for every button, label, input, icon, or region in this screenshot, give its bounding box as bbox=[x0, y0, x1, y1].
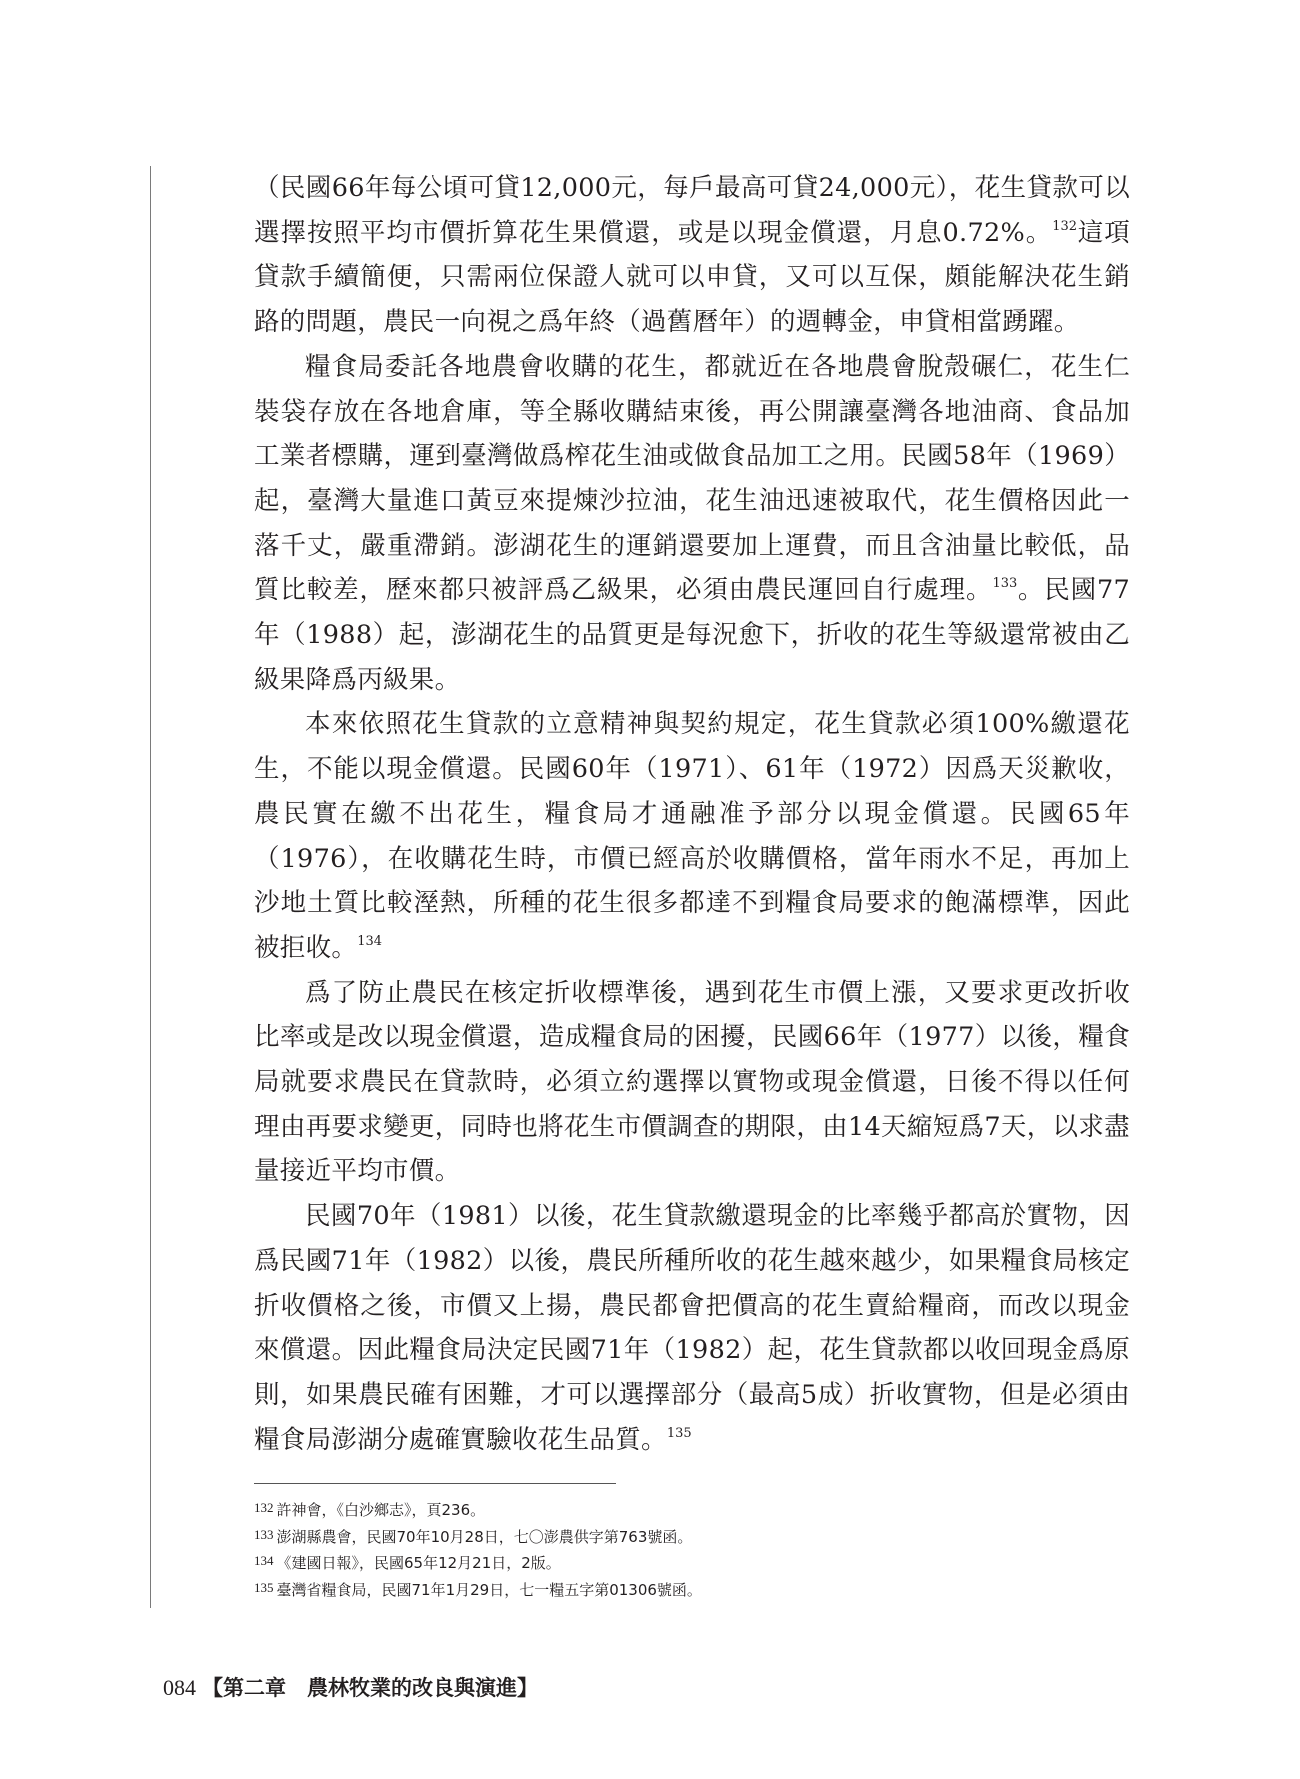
page-number: 084 bbox=[163, 1675, 196, 1700]
paragraph-3: 本來依照花生貸款的立意精神與契約規定，花生貸款必須100%繳還花生，不能以現金償還。民國60年（1971）、61年（1972）因爲天災歉收，農民實在繳不出花生，糧食局才通融准予部分以現金償還。民國65年（1976），在收購花生時，市價已經高於收購價格，當年雨水不足，再加上沙地土質比較溼熱，所種的花生很多都達不到糧食局要求的飽滿標準，因此被拒收。$^{134}$ bbox=[254, 709, 1130, 963]
footnote-text: 許神會，《白沙鄉志》，頁236。 bbox=[276, 1501, 486, 1519]
footnotes bbox=[254, 1496, 1074, 1602]
footnote-text: 《建國日報》，民國65年12月21日，2版。 bbox=[276, 1554, 561, 1572]
footnote-divider bbox=[254, 1483, 616, 1484]
footnote-text: 澎湖縣農會，民國70年10月28日，七〇澎農供字第763號函。 bbox=[276, 1527, 693, 1546]
footnote-ref-133[interactable]: 133 bbox=[992, 576, 1018, 592]
paragraph-5: 民國70年（1981）以後，花生貸款繳還現金的比率幾乎都高於實物，因爲民國71年（1982）以後，農民所種所收的花生越來越少，如果糧食局核定折收價格之後，市價又上揚，農民都會把價高的花生賣給糧商，而改以現金來償還。因此糧食局決定民國71年（1982）起，花生貸款都以收回現金爲原則，如果農民確有困難，才可以選擇部分（最高5成）折收實物，但是必須由糧食局澎湖分處確實驗收花生品質。$^{135}$ bbox=[254, 1201, 1130, 1455]
footnote-text: 臺灣省糧食局，民國71年1月29日，七一糧五字第01306號函。 bbox=[276, 1580, 702, 1599]
paragraph-2: 糧食局委託各地農會收購的花生，都就近在各地農會脫殼碾仁，花生仁裝袋存放在各地倉庫，等全縣收購結束後，再公開讓臺灣各地油商、食品加工業者標購，運到臺灣做爲榨花生油或做食品加工之用。民國58年（1969）起，臺灣大量進口黃豆來提煉沙拉油，花生油迅速被取代，花生價格因此一落千丈，嚴重滯銷。澎湖花生的運銷還要加上運費，而且含油量比較低，品質比較差，歷來都只被評爲乙級果，必須由農民運回自行處理。$^{133}$。民國77年（1988）起，澎湖花生的品質更是每況愈下，折收的花生等級還常被由乙級果降爲丙級果。 bbox=[254, 351, 1131, 695]
paragraph-1: （民國66年每公頃可貸12,000元，每戶最高可貸24,000元），花生貸款可以選擇按照平均市價折算花生果償還，或是以現金償還，月息0.72%。$^{132}$這項貸款手續簡便，只需兩位保證人就可以申貸，又可以互保，頗能解決花生銷路的問題，農民一向視之爲年終（過舊曆年）的週轉金，申貸相當踴躍。 bbox=[254, 173, 1130, 338]
footnote-134 bbox=[254, 1549, 1074, 1576]
footnote-number: 135 bbox=[254, 1579, 274, 1595]
footnote-135 bbox=[254, 1576, 1074, 1603]
chapter-title: 【第二章 農林牧業的改良與演進】 bbox=[202, 1675, 538, 1700]
paragraph-4: 爲了防止農民在核定折收標準後，遇到花生市價上漲，又要求更改折收比率或是改以現金償還，造成糧食局的困擾，民國66年（1977）以後，糧食局就要求農民在貸款時，必須立約選擇以實物或現金償還，日後不得以任何理由再要求變更，同時也將花生市價調查的期限，由14天縮短爲7天，以求盡量接近平均市價。 bbox=[254, 977, 1130, 1187]
footnote-133 bbox=[254, 1523, 1074, 1550]
footnote-ref-132[interactable]: 132 bbox=[1052, 218, 1078, 234]
footnote-132 bbox=[254, 1496, 1074, 1523]
footnote-number: 133 bbox=[254, 1526, 274, 1542]
page-footer bbox=[163, 1672, 538, 1702]
body-text bbox=[254, 166, 1130, 1462]
footnote-ref-134[interactable]: 134 bbox=[357, 933, 383, 949]
footnote-number: 134 bbox=[254, 1553, 274, 1568]
footnote-number: 132 bbox=[254, 1500, 274, 1515]
margin-rule bbox=[150, 166, 151, 1608]
footnote-ref-135[interactable]: 135 bbox=[666, 1425, 692, 1441]
